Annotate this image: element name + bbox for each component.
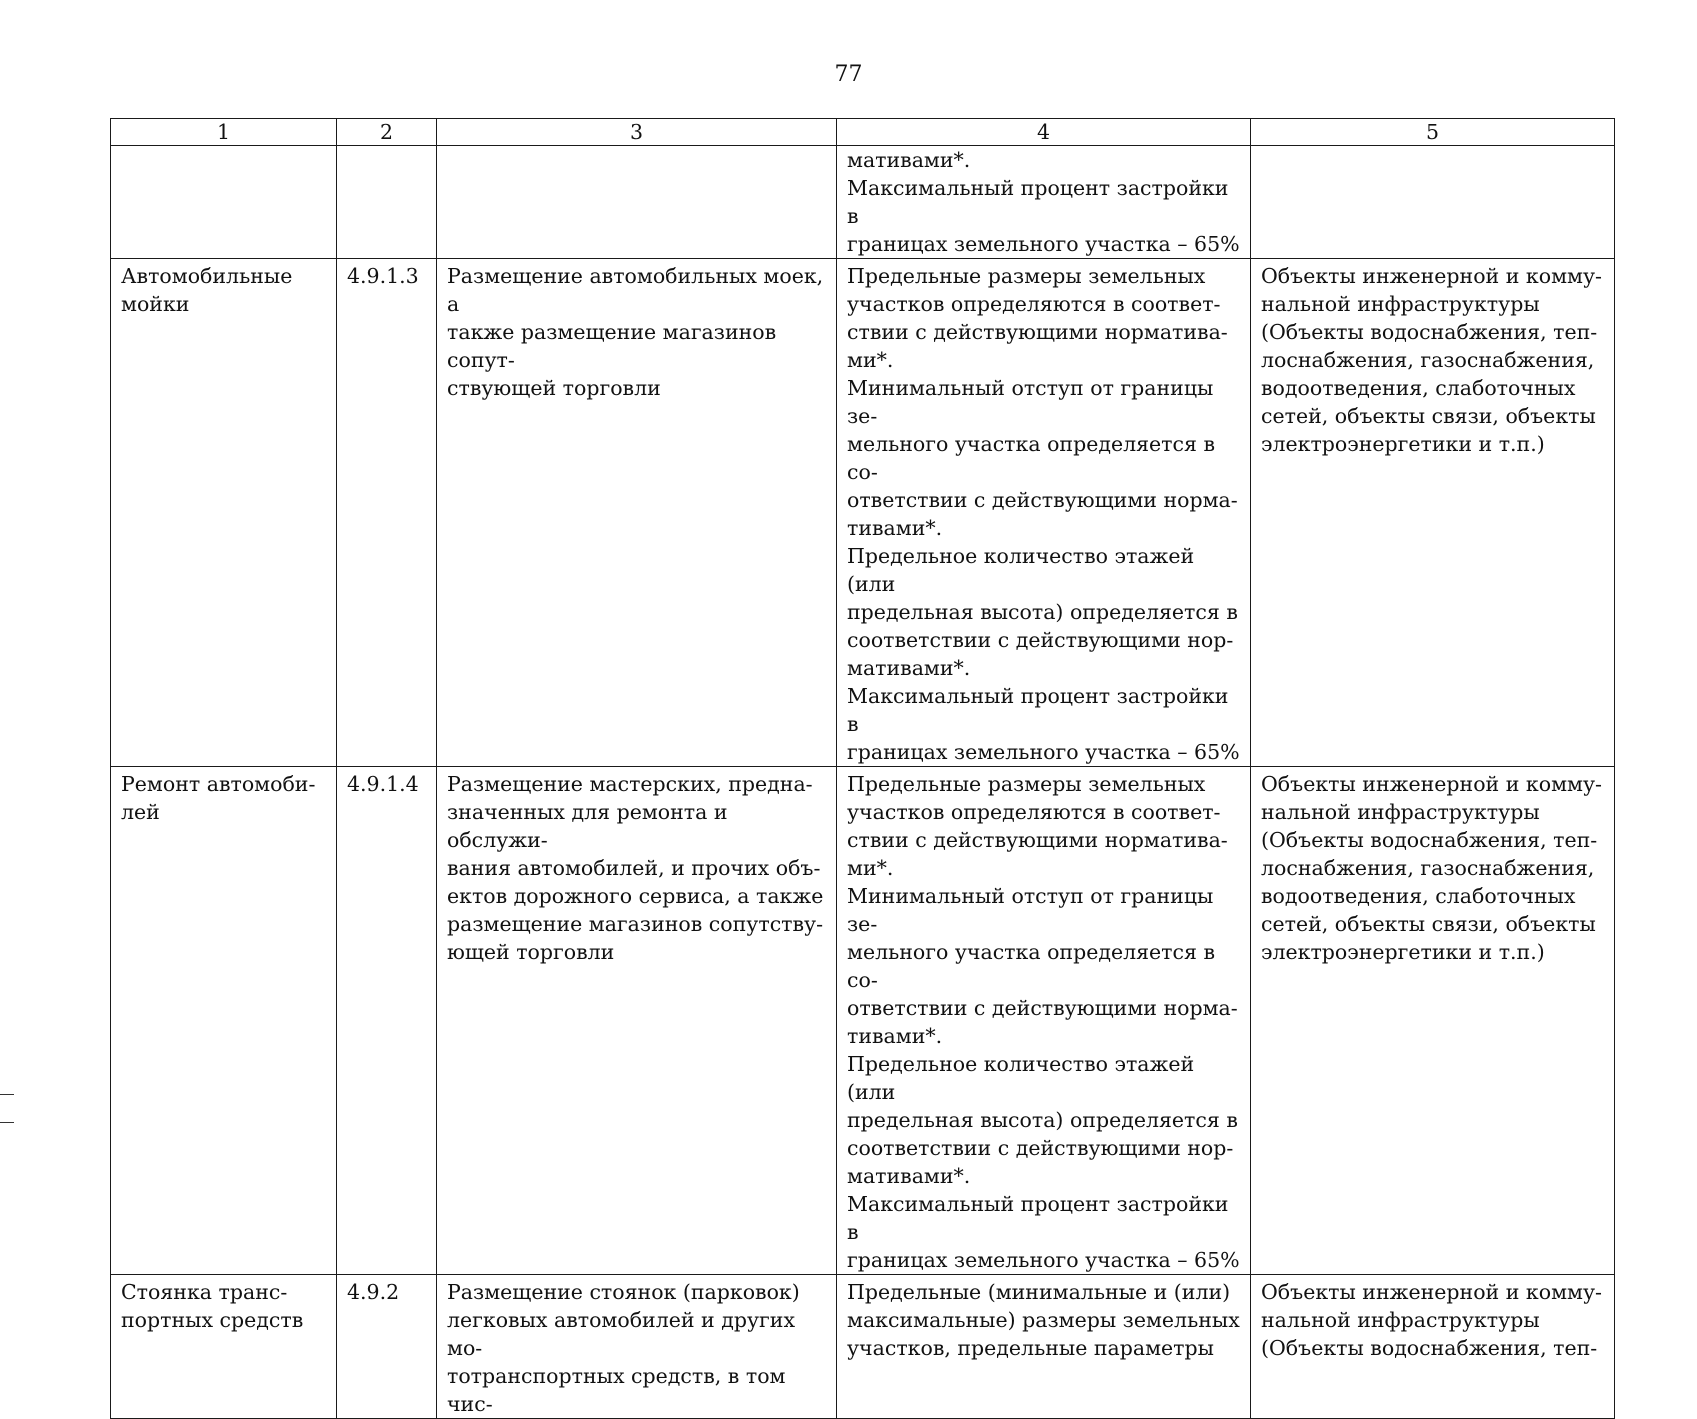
cell-code [337, 146, 437, 259]
margin-mark [0, 1122, 14, 1123]
header-col-2: 2 [337, 119, 437, 146]
cell-code: 4.9.1.3 [337, 259, 437, 767]
header-col-4: 4 [837, 119, 1251, 146]
header-col-3: 3 [437, 119, 837, 146]
page-number: 77 [834, 62, 863, 87]
cell-description: Размещение стоянок (парковок) легковых автомобилей и других мо- тотранспортных средств, в том чис- [437, 1275, 837, 1419]
cell-allowed: Объекты инженерной и комму- нальной инфраструктуры (Объекты водоснабжения, теп- [1251, 1275, 1615, 1419]
header-col-1: 1 [111, 119, 337, 146]
zoning-table [110, 118, 1615, 1419]
cell-allowed [1251, 146, 1615, 259]
cell-name: Автомобильные мойки [111, 259, 337, 767]
table-row [111, 767, 1615, 1275]
cell-code: 4.9.1.4 [337, 767, 437, 1275]
cell-parameters: мативами*. Максимальный процент застройки в границах земельного участка – 65% [837, 146, 1251, 259]
cell-parameters: Предельные размеры земельных участков определяются в соответ- ствии с действующими нормативa- ми*. Минимальный отступ от границы зе- мельного участка определяется в со- ответствии с действующими норма- тивами*. Предельное количество этажей (или предельная высота) определяется в соответствии с действующими нор- мативами*. Максимальный процент застройки в границах земельного участка – 65% [837, 767, 1251, 1275]
cell-parameters: Предельные размеры земельных участков определяются в соответ- ствии с действующими нормативa- ми*. Минимальный отступ от границы зе- мельного участка определяется в со- ответствии с действующими норма- тивами*. Предельное количество этажей (или предельная высота) определяется в соответствии с действующими нор- мативами*. Максимальный процент застройки в границах земельного участка – 65% [837, 259, 1251, 767]
table-row [111, 1275, 1615, 1419]
margin-mark [0, 1094, 14, 1095]
header-col-5: 5 [1251, 119, 1615, 146]
cell-parameters: Предельные (минимальные и (или) максимальные) размеры земельных участков, предельные параметры [837, 1275, 1251, 1419]
cell-name: Ремонт автомоби- лей [111, 767, 337, 1275]
cell-description: Размещение мастерских, предна- значенных для ремонта и обслужи- вания автомобилей, и прочих объ- ектов дорожного сервиса, а также размещение магазинов сопутству- ющей торговли [437, 767, 837, 1275]
cell-description: Размещение автомобильных моек, а также размещение магазинов сопут- ствующей торговли [437, 259, 837, 767]
cell-name [111, 146, 337, 259]
cell-allowed: Объекты инженерной и комму- нальной инфраструктуры (Объекты водоснабжения, теп- лоснабжения, газоснабжения, водоотведения, слаботочных сетей, объекты связи, объекты электроэнергетики и т.п.) [1251, 259, 1615, 767]
cell-description [437, 146, 837, 259]
table-row [111, 146, 1615, 259]
table-row [111, 259, 1615, 767]
cell-code: 4.9.2 [337, 1275, 437, 1419]
cell-name: Стоянка транс- портных средств [111, 1275, 337, 1419]
header-row [111, 119, 1615, 146]
cell-allowed: Объекты инженерной и комму- нальной инфраструктуры (Объекты водоснабжения, теп- лоснабжения, газоснабжения, водоотведения, слаботочных сетей, объекты связи, объекты электроэнергетики и т.п.) [1251, 767, 1615, 1275]
